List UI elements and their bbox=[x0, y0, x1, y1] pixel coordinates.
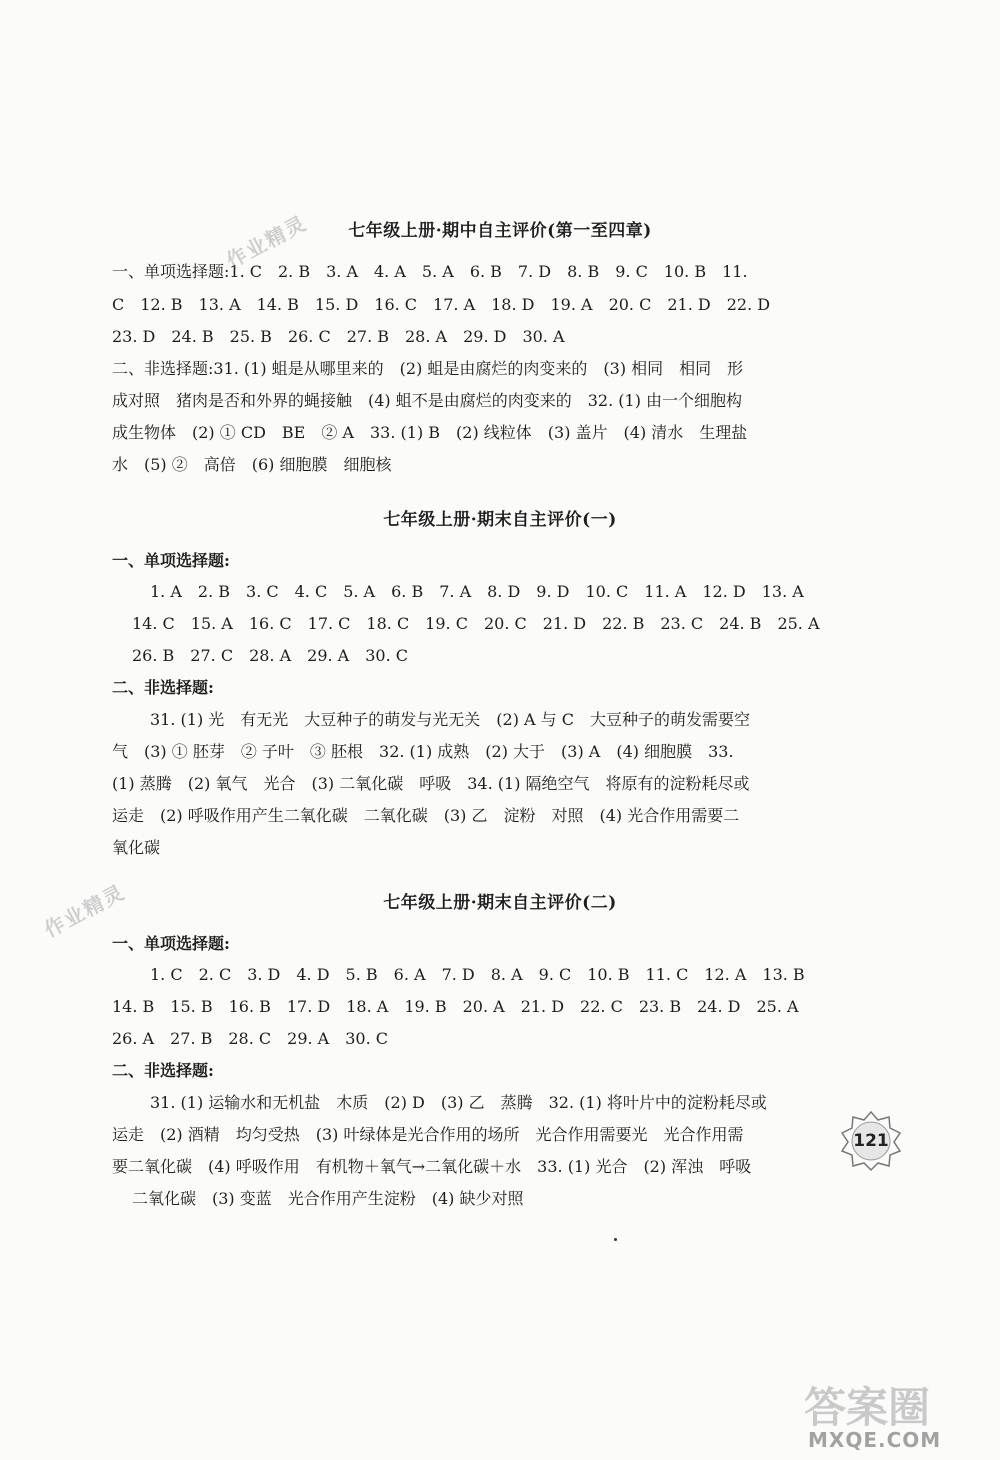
answer-line: 要二氧化碳 (4) 呼吸作用 有机物＋氧气→二氧化碳＋水 33. (1) 光合 (2) 浑浊 呼吸 bbox=[112, 1157, 752, 1176]
choice-heading: 一、单项选择题: bbox=[112, 934, 230, 953]
free-heading: 二、非选择题: bbox=[112, 678, 214, 697]
watermark-text: 作业精灵 bbox=[40, 879, 130, 943]
page-number: 121 bbox=[853, 1131, 889, 1151]
ink-dot bbox=[614, 1238, 617, 1241]
section-title-final-1: 七年级上册·期末自主评价(一) bbox=[383, 510, 617, 530]
watermark-text: 作业精灵 bbox=[222, 210, 312, 274]
answer-line: 氧化碳 bbox=[112, 838, 161, 857]
answer-line: 二氧化碳 (3) 变蓝 光合作用产生淀粉 (4) 缺少对照 bbox=[132, 1189, 524, 1208]
section-title-final-2: 七年级上册·期末自主评价(二) bbox=[383, 893, 617, 913]
site-url: MXQE.COM bbox=[808, 1428, 942, 1452]
site-logo-text: 答案圈 bbox=[804, 1383, 931, 1432]
choice-heading: 一、单项选择题: bbox=[112, 551, 230, 570]
answer-line: 成对照 猪肉是否和外界的蝇接触 (4) 蛆不是由腐烂的肉变来的 32. (1) 由一个细胞构 bbox=[112, 391, 743, 410]
free-heading: 二、非选择题: bbox=[112, 1061, 214, 1080]
answer-line: 23. D 24. B 25. B 26. C 27. B 28. A 29. D 30. A bbox=[112, 327, 565, 346]
answer-line: 31. (1) 光 有无光 大豆种子的萌发与光无关 (2) A 与 C 大豆种子的萌发需要空 bbox=[150, 710, 751, 729]
answer-line: 水 (5) ② 高倍 (6) 细胞膜 细胞核 bbox=[112, 455, 392, 474]
answer-line: 一、单项选择题:1. C 2. B 3. A 4. A 5. A 6. B 7. D 8. B 9. C 10. B 11. bbox=[112, 262, 748, 281]
answer-line: 二、非选择题:31. (1) 蛆是从哪里来的 (2) 蛆是由腐烂的肉变来的 (3) 相同 相同 形 bbox=[112, 359, 744, 378]
answer-line: 1. C 2. C 3. D 4. D 5. B 6. A 7. D 8. A 9. C 10. B 11. C 12. A 13. B bbox=[150, 965, 805, 984]
answer-line: 31. (1) 运输水和无机盐 木质 (2) D (3) 乙 蒸腾 32. (1) 将叶片中的淀粉耗尽或 bbox=[150, 1093, 767, 1112]
answer-line: 1. A 2. B 3. C 4. C 5. A 6. B 7. A 8. D 9. D 10. C 11. A 12. D 13. A bbox=[150, 582, 804, 601]
answer-line: C 12. B 13. A 14. B 15. D 16. C 17. A 18. D 19. A 20. C 21. D 22. D bbox=[112, 295, 771, 314]
answer-line: 运走 (2) 酒精 均匀受热 (3) 叶绿体是光合作用的场所 光合作用需要光 光合作用需 bbox=[112, 1125, 744, 1144]
answer-line: 14. C 15. A 16. C 17. C 18. C 19. C 20. C 21. D 22. B 23. C 24. B 25. A bbox=[132, 614, 820, 633]
section-title-midterm: 七年级上册·期中自主评价(第一至四章) bbox=[348, 221, 652, 241]
answer-line: 成生物体 (2) ① CD BE ② A 33. (1) B (2) 线粒体 (3) 盖片 (4) 清水 生理盐 bbox=[112, 423, 748, 442]
answer-line: 26. A 27. B 28. C 29. A 30. C bbox=[112, 1029, 389, 1048]
answer-line: 26. B 27. C 28. A 29. A 30. C bbox=[132, 646, 409, 665]
answer-line: (1) 蒸腾 (2) 氧气 光合 (3) 二氧化碳 呼吸 34. (1) 隔绝空气 将原有的淀粉耗尽或 bbox=[112, 774, 750, 793]
answer-line: 气 (3) ① 胚芽 ② 子叶 ③ 胚根 32. (1) 成熟 (2) 大于 (3) A (4) 细胞膜 33. bbox=[112, 742, 734, 761]
answer-line: 运走 (2) 呼吸作用产生二氧化碳 二氧化碳 (3) 乙 淀粉 对照 (4) 光合作用需要二 bbox=[112, 806, 740, 825]
answer-line: 14. B 15. B 16. B 17. D 18. A 19. B 20. A 21. D 22. C 23. B 24. D 25. A bbox=[112, 997, 799, 1016]
